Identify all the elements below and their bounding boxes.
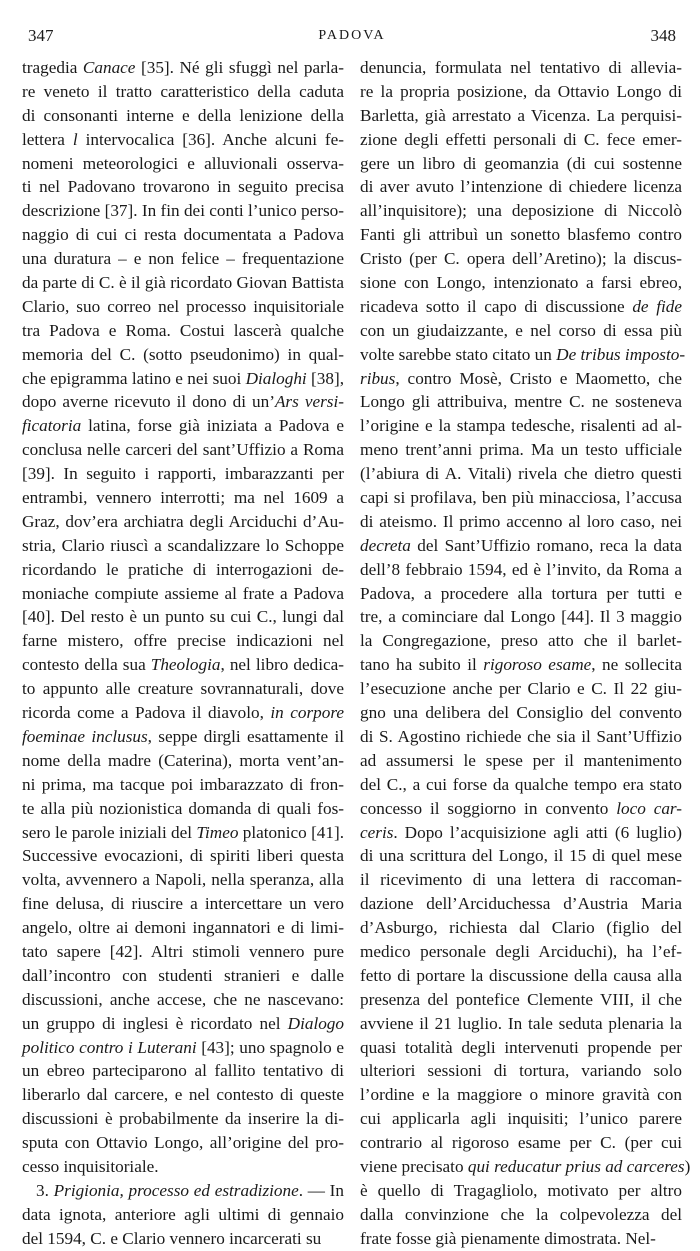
text-line: moniache compiute assieme al frate a Padova: [22, 583, 344, 603]
page-number-left: 347: [28, 26, 54, 45]
text-line: tre, a cominciare dal Longo [44]. Il 3 maggio: [360, 607, 682, 627]
text-line: conclusa nelle carceri del sant’Uffizio a Roma: [22, 440, 344, 460]
text-line: ad assumersi le spese per il mantenimento: [360, 750, 682, 770]
text-line: [39]. In seguito i rapporti, imbarazzanti per: [22, 464, 344, 484]
text-line: d’Asburgo, richiesta dal Clario (figlio del: [360, 918, 682, 938]
text-line: una duratura – e non felice – frequentazione: [22, 249, 344, 269]
text-line: nome della madre (Caterina), morta vent’an-: [22, 750, 344, 770]
text-line: ni prima, ma tacque poi imbarazzato di fron-: [22, 774, 344, 794]
text-line: entrambi, vennero interrotti; ma nel 1609 a: [22, 488, 344, 508]
text-line: di ateismo. Il primo accenno al loro caso, nei: [360, 511, 682, 531]
text-line: capi si profilava, ben più minacciosa, l’accusa: [360, 488, 682, 508]
text-line: frate fosse già pienamente dimostrata. Nel-: [360, 1228, 656, 1248]
page-header: [28, 26, 676, 50]
text-line: angelo, oltre ai demoni ingannatori e di limi-: [22, 918, 344, 938]
text-line: lettera l intervocalica [36]. Anche alcuni fe-: [22, 129, 344, 149]
text-line: ribus, contro Mosè, Cristo e Maometto, che: [360, 368, 682, 388]
text-line: l’origine e la stampa tedesche, risalenti ad al-: [360, 416, 682, 436]
text-line: te alla più nozionistica domanda di quali fos-: [22, 798, 344, 818]
text-line: concesso il soggiorno in convento loco car-: [360, 798, 682, 818]
text-line: re la propria posizione, da Ottavio Longo di: [360, 81, 682, 101]
text-line: quasi totalità degli intervenuti propende per: [360, 1037, 682, 1057]
text-line: stria, Clario riuscì a scandalizzare lo Schoppe: [22, 535, 344, 555]
text-line: Longo gli attribuiva, mentre C. ne sosteneva: [360, 392, 682, 412]
text-line: liberarlo dal carcere, e nel contesto di queste: [22, 1085, 344, 1105]
text-line: naggio di cui ci resta documentata a Padova: [22, 225, 344, 245]
text-line: Successive evocazioni, di spiriti liberi questa: [22, 846, 344, 866]
text-line: contrario al rigoroso esame per C. (per cui: [360, 1133, 682, 1153]
text-line: Clario, suo correo nel processo inquisitoriale: [22, 296, 344, 316]
text-line: di una scrittura del Longo, il 15 di quel mese: [360, 846, 682, 866]
text-line: del C., a cui forse da qualche tempo era stato: [360, 774, 682, 794]
text-line: contesto della sua Theologia, nel libro dedica-: [22, 655, 344, 675]
text-line: fine delusa, di riuscire a intercettare un vero: [22, 894, 344, 914]
text-line: sione con Longo, intenzionato a farsi ebreo,: [360, 273, 682, 293]
text-line: che epigramma latino e nei suoi Dialoghi [38],: [22, 368, 344, 388]
text-line: ti nel Padovano trovarono in seguito precisa: [22, 177, 344, 197]
text-line: ulteriori sessioni di tortura, variando solo: [360, 1061, 682, 1081]
text-line: il ricevimento di una lettera di raccoman-: [360, 870, 682, 890]
text-line: ricorda come a Padova il diavolo, in corpore: [22, 703, 344, 723]
text-line: farne mistero, offre precise indicazioni nel: [22, 631, 344, 651]
text-line: ceris. Dopo l’acquisizione agli atti (6 luglio): [360, 822, 682, 842]
text-line: tato sapere [42]. Altri stimoli vennero pure: [22, 941, 344, 961]
text-line: politico contro i Luterani [43]; uno spagnolo e: [22, 1037, 344, 1057]
text-line: viene precisato qui reducatur prius ad carceres): [360, 1156, 691, 1176]
text-line: l’esecuzione anche per Clario e C. Il 22 giu-: [360, 679, 682, 699]
text-line: un ebreo parteciparono al fallito tentativo di: [22, 1061, 344, 1081]
text-line: to appunto alle creature sovrannaturali, dove: [22, 679, 344, 699]
text-line: data ignota, anteriore agli ultimi di gennaio: [22, 1204, 344, 1224]
text-line: discussioni è probabilmente da inserire la di-: [22, 1109, 344, 1129]
text-line: Fanti gli attribuì un sonetto blasfemo contro: [360, 225, 682, 245]
text-line: all’inquisitore); una deposizione di Niccolò: [360, 201, 682, 221]
text-line: è quello di Tragagliolo, motivato per altro: [360, 1180, 682, 1200]
text-line: dazione dell’Arciduchessa d’Austria Maria: [360, 894, 682, 914]
text-line: tra Padova e Roma. Costui lascerà qualche: [22, 320, 344, 340]
text-line: di S. Agostino richiede che sia il Sant’Uffizio: [360, 726, 682, 746]
text-line: cui applicarla agli inquisiti; l’unico parere: [360, 1109, 682, 1129]
text-line: decreta del Sant’Uffizio romano, reca la data: [360, 535, 682, 555]
text-line: tragedia Canace [35]. Né gli sfuggì nel parla-: [22, 58, 344, 77]
text-line: denuncia, formulata nel tentativo di allevia-: [360, 58, 682, 77]
text-line: nomeni meteorologici e alluvionali osserva-: [22, 153, 344, 173]
text-line: tano ha subito il rigoroso esame, ne sollecita: [360, 655, 682, 675]
text-line: foeminae inclusus, seppe dirgli esattamente il: [22, 726, 344, 746]
text-line: dalla convinzione che la colpevolezza del: [360, 1204, 682, 1224]
text-column-left: [22, 56, 344, 1251]
text-line: (l’abiura di A. Vitali) rivela che dietro questi: [360, 464, 682, 484]
text-line: zione degli effetti personali di C. fece emer-: [360, 129, 682, 149]
text-line: fetto di portare la discussione della causa alla: [360, 965, 682, 985]
text-line: re veneto il tratto caratteristico della caduta: [22, 81, 344, 101]
text-line: un gruppo di inglesi è ricordato nel Dialogo: [22, 1013, 344, 1033]
text-line: da parte di C. è il già ricordato Giovan Battista: [22, 273, 344, 293]
text-line: con un giudaizzante, e nel corso di essa più: [360, 320, 682, 340]
text-line: dopo averne ricevuto il dono di un’Ars versi-: [22, 392, 344, 412]
text-line: di consonanti interne e della lenizione della: [22, 105, 344, 125]
text-line: dell’8 febbraio 1594, ed è l’invito, da Roma a: [360, 559, 682, 579]
text-line: del 1594, C. e Clario vennero incarcerati su: [22, 1228, 322, 1248]
text-line: sero le parole iniziali del Timeo platonico [41].: [22, 822, 345, 842]
text-line: Cristo (per C. opera dell’Aretino); la discus-: [360, 249, 682, 269]
text-line: Graz, dov’era archiatra degli Arciduchi d’Au-: [22, 511, 344, 531]
text-line: di aver avuto l’intenzione di chiedere licenza: [360, 177, 682, 197]
page-number-right: 348: [650, 26, 676, 45]
text-line: dall’incontro con studenti stranieri e dalle: [22, 965, 344, 985]
running-head: PADOVA: [318, 28, 386, 43]
text-line: presenza del pontefice Clemente VIII, il che: [360, 989, 682, 1009]
text-line: ricordando le pratiche di interrogazioni de-: [22, 559, 344, 579]
text-line: [40]. Del resto è un punto su cui C., lungi dal: [22, 607, 344, 627]
text-line: Padova, a procedere alla tortura per tutti e: [360, 583, 682, 603]
text-line: memoria del C. (sotto pseudonimo) in qual-: [22, 344, 344, 364]
text-line: ricadeva sotto il capo di discussione de fide: [360, 296, 682, 316]
text-line: avviene il 21 luglio. In tale seduta plenaria la: [360, 1013, 682, 1033]
text-line: volta, avvennero a Napoli, nella speranza, alla: [22, 870, 344, 890]
text-line: meno trent’anni prima. Ma un testo ufficiale: [360, 440, 682, 460]
text-line: Barletta, già arrestato a Vicenza. La perquisi-: [360, 105, 682, 125]
text-line: ficatoria latina, forse già iniziata a Padova e: [22, 416, 344, 436]
text-line: volte sarebbe stato citato un De tribus imposto-: [360, 344, 686, 364]
text-line: sputa con Ottavio Longo, all’origine del pro-: [22, 1133, 344, 1153]
text-line: cesso inquisitoriale.: [22, 1156, 159, 1176]
text-line: descrizione [37]. In fin dei conti l’unico perso-: [22, 201, 344, 221]
text-line: discussioni, anche accese, che ne nascevano:: [22, 989, 344, 1009]
text-line: 3. Prigionia, processo ed estradizione. — In: [36, 1180, 344, 1200]
text-line: gere un libro di geomanzia (di cui sostenne: [360, 153, 682, 173]
text-column-right: [360, 56, 691, 1251]
text-line: l’ordine e la maggiore o minore gravità con: [360, 1085, 682, 1105]
text-line: gno una delibera del Consiglio del convento: [360, 703, 682, 723]
text-line: medico personale degli Arciduchi), ha l’ef-: [360, 941, 682, 961]
text-line: la Congregazione, preso atto che il barlet-: [360, 631, 682, 651]
